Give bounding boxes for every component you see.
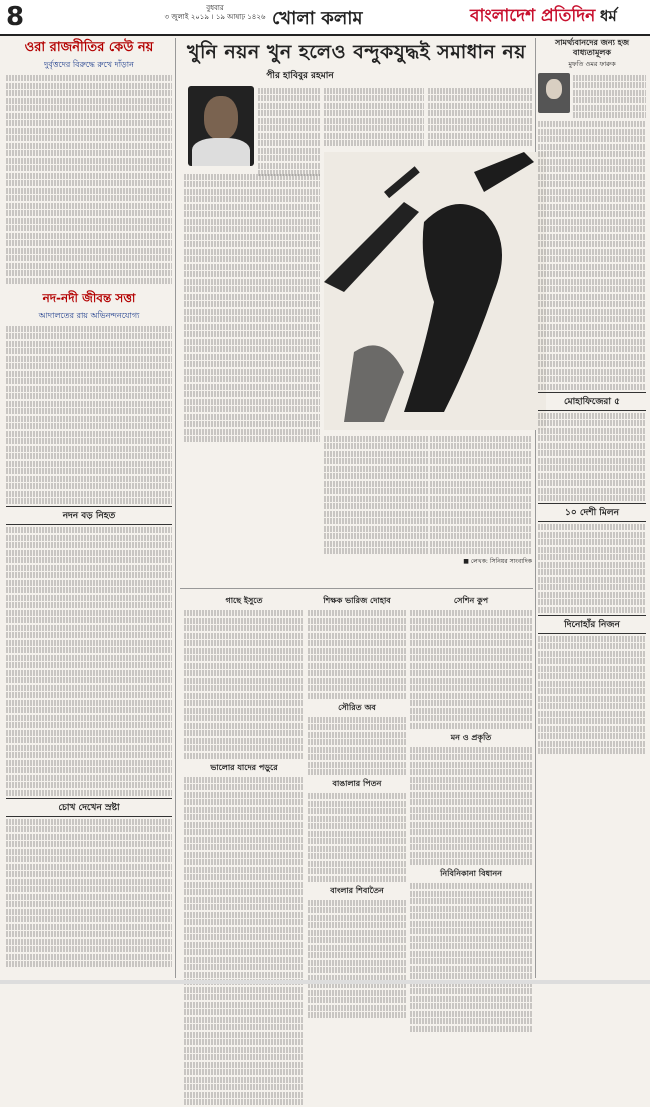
left-column xyxy=(6,38,172,969)
article1-title: ওরা রাজনীতির কেউ নয় xyxy=(24,40,154,55)
bottom-col6-title: সৌরিত অব xyxy=(338,702,376,712)
article1-subtitle: দুর্বৃত্তদের বিরুদ্ধে রুখে দাঁড়ান xyxy=(44,60,134,69)
newspaper-logo: বাংলাদেশ প্রতিদিন xyxy=(470,6,596,26)
box2-title: চোখ দেখেন স্রষ্টা xyxy=(6,798,172,817)
article2-title: নদ-নদী জীবন্ত সত্তা xyxy=(42,290,136,305)
right-title: সামর্থ্যবানদের জন্য হজ বাধ্যতামূলক xyxy=(554,38,630,57)
author-avatar xyxy=(538,73,570,113)
article2-subtitle: আদালতের রায় অভিনন্দনযোগ্য xyxy=(38,310,140,320)
bottom-col9-title: নিবিনিকানা বিধানন xyxy=(440,869,502,878)
date: ৩ জুলাই ২০১৯ । ১৯ আষাঢ় ১৪২৬ xyxy=(164,13,266,21)
main-col-1 xyxy=(258,86,320,178)
right-column xyxy=(538,38,646,756)
bottom-col1-title: গাছে ইসুতে xyxy=(225,596,263,605)
main-col-1b xyxy=(184,172,320,444)
footer-rule xyxy=(0,980,650,984)
section-title: খোলা কলাম xyxy=(272,8,363,29)
right-box2-title: ১০ দেশী মিলন xyxy=(538,503,646,522)
main-byline: পীর হাবিবুর রহমান xyxy=(266,71,334,81)
right-box1-title: মোহাফিজেরা ৫ xyxy=(538,392,646,411)
main-col-2 xyxy=(324,86,424,148)
main-col-3 xyxy=(428,86,532,148)
bottom-col-3 xyxy=(410,592,532,1033)
box1-title: নদন বড় নিহত xyxy=(6,506,172,525)
weekday: বুধবার xyxy=(206,4,224,12)
page-header xyxy=(0,0,650,36)
category-label: ধর্ম xyxy=(600,7,617,25)
photo-caption: ■ লেখক: সিনিয়র সাংবাদিক xyxy=(463,558,532,565)
page-number: 8 xyxy=(6,2,25,32)
main-headline: খুনি নয়ন খুন হলেও বন্দুকযুদ্ধই সমাধান নয় xyxy=(187,41,526,63)
bottom-col-1 xyxy=(184,592,304,1107)
bottom-col2-title: শিক্ষক ভারিজ দোহাব xyxy=(323,596,391,605)
main-col-2b xyxy=(324,434,428,556)
right-author: মুফতি ওমর ফারুক xyxy=(568,60,616,68)
main-col-3b xyxy=(430,434,532,567)
bottom-col5-title: ভালোর যাদের পড়ুরে xyxy=(210,762,278,772)
issue-date xyxy=(160,4,270,22)
bottom-col-2 xyxy=(308,592,406,1020)
bottom-col4-title: মন ও প্রকৃতি xyxy=(450,732,492,742)
author-photo xyxy=(188,86,254,166)
bottom-col3-title: সেশিন কুপ xyxy=(453,596,489,605)
right-box3-title: দিনোহাঁর নিজন xyxy=(538,615,646,634)
bottom-col8-title: বাংলার শিবাতৈন xyxy=(330,885,384,895)
bottom-col7-title: বাঙালার পিতন xyxy=(332,779,382,788)
gun-illustration xyxy=(324,152,546,430)
